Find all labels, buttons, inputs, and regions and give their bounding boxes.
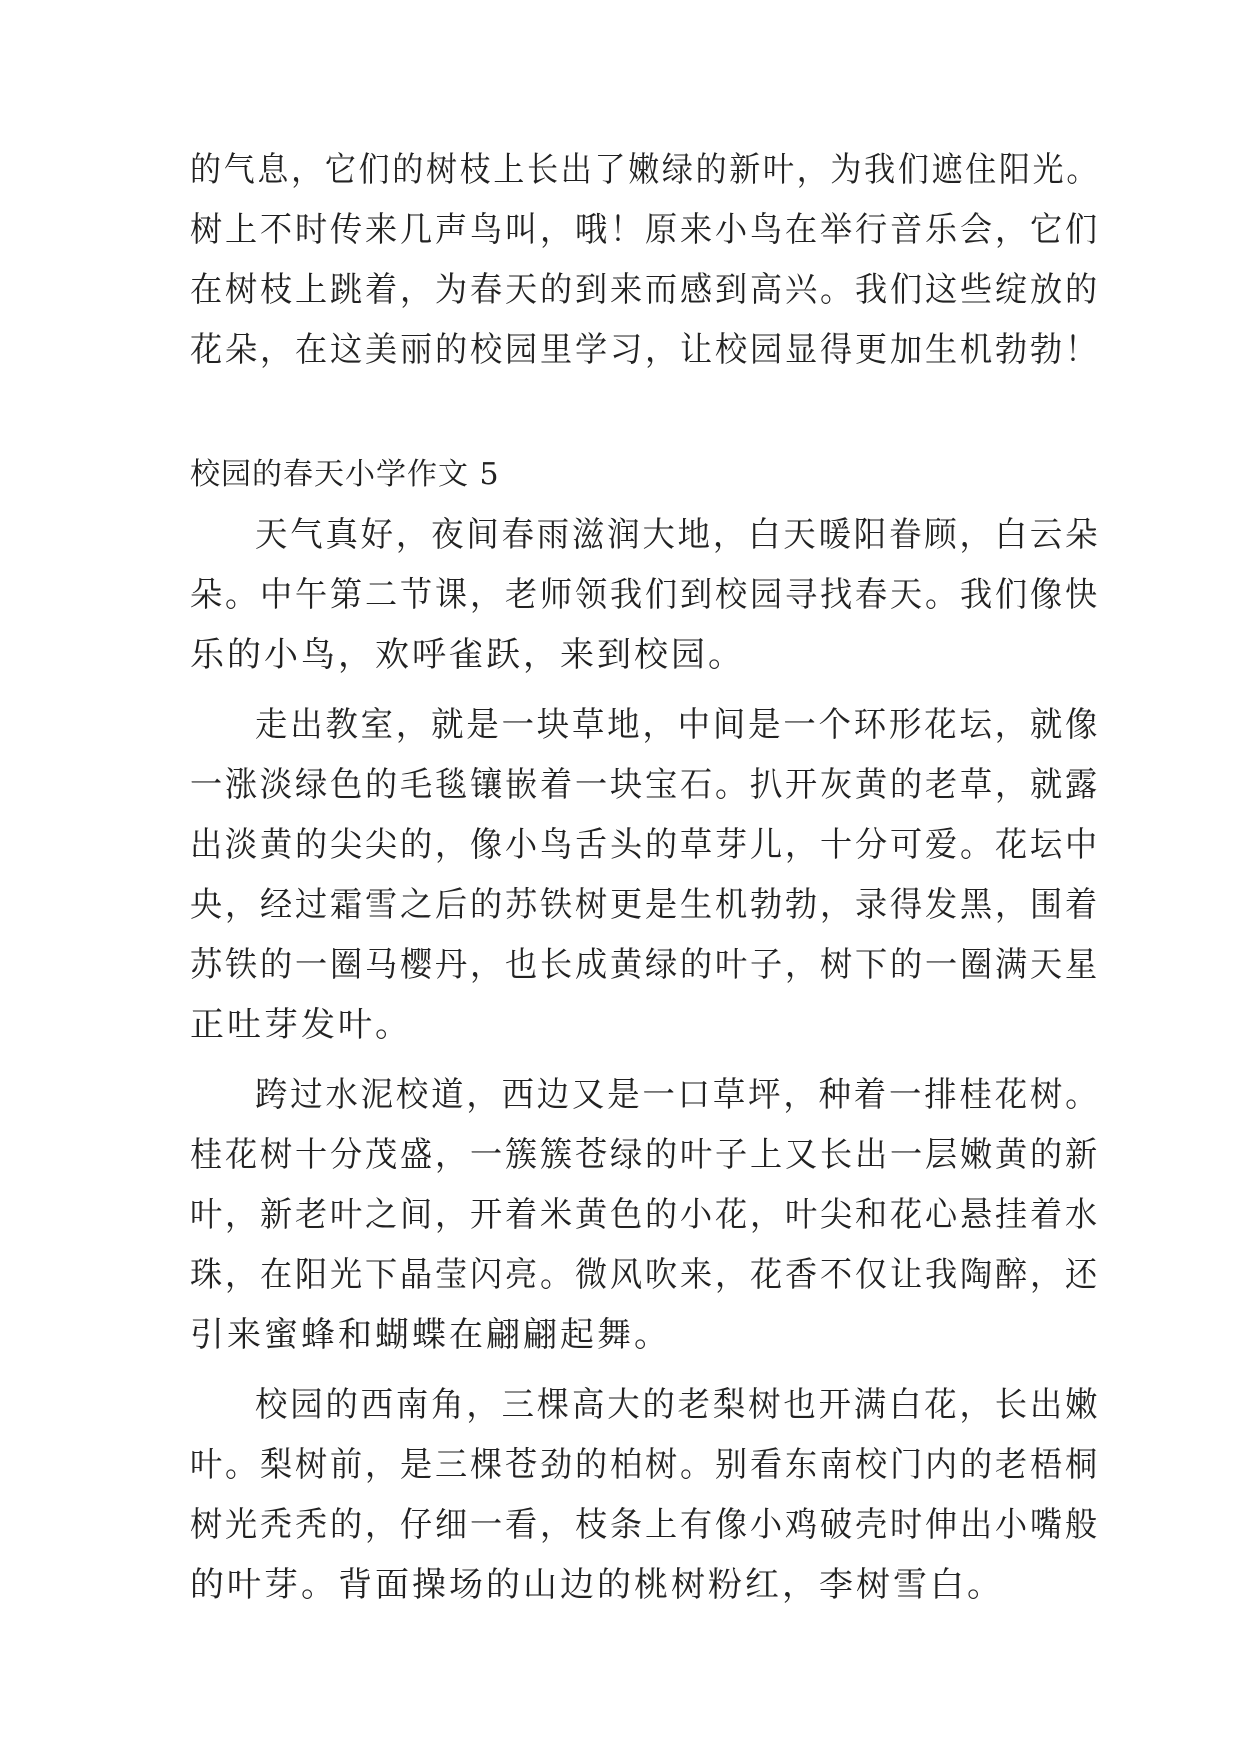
paragraph-line: 正吐芽发叶。 xyxy=(190,1005,412,1045)
paragraph-line: 叶。梨树前，是三棵苍劲的柏树。别看东南校门内的老梧桐 xyxy=(190,1445,1101,1485)
paragraph-line: 引来蜜蜂和蝴蝶在翩翩起舞。 xyxy=(190,1315,671,1355)
paragraph-line: 乐的小鸟，欢呼雀跃，来到校园。 xyxy=(190,635,745,675)
paragraph-line: 朵。中午第二节课，老师领我们到校园寻找春天。我们像快 xyxy=(190,575,1101,615)
paragraph-line: 跨过水泥校道，西边又是一口草坪，种着一排桂花树。 xyxy=(255,1075,1101,1115)
section-title: 校园的春天小学作文 5 xyxy=(190,457,500,492)
intro-line: 在树枝上跳着，为春天的到来而感到高兴。我们这些绽放的 xyxy=(190,270,1101,310)
paragraph-line: 走出教室，就是一块草地，中间是一个环形花坛，就像 xyxy=(255,705,1101,745)
intro-line: 树上不时传来几声鸟叫，哦！原来小鸟在举行音乐会，它们 xyxy=(190,210,1101,250)
paragraph-line: 出淡黄的尖尖的，像小鸟舌头的草芽儿，十分可爱。花坛中 xyxy=(190,825,1101,865)
paragraph-line: 天气真好，夜间春雨滋润大地，白天暖阳眷顾，白云朵 xyxy=(255,515,1101,555)
paragraph-line: 珠，在阳光下晶莹闪亮。微风吹来，花香不仅让我陶醉，还 xyxy=(190,1255,1101,1295)
paragraph-line: 叶，新老叶之间，开着米黄色的小花，叶尖和花心悬挂着水 xyxy=(190,1195,1101,1235)
paragraph-line: 的叶芽。背面操场的山边的桃树粉红，李树雪白。 xyxy=(190,1565,1004,1605)
intro-line: 的气息，它们的树枝上长出了嫩绿的新叶，为我们遮住阳光。 xyxy=(190,150,1101,190)
paragraph-line: 树光秃秃的，仔细一看，枝条上有像小鸡破壳时伸出小嘴般 xyxy=(190,1505,1101,1545)
paragraph-line: 一涨淡绿色的毛毯镶嵌着一块宝石。扒开灰黄的老草，就露 xyxy=(190,765,1101,805)
paragraph-line: 校园的西南角，三棵高大的老梨树也开满白花，长出嫩 xyxy=(255,1385,1101,1425)
paragraph-line: 桂花树十分茂盛，一簇簇苍绿的叶子上又长出一层嫩黄的新 xyxy=(190,1135,1101,1175)
intro-line: 花朵，在这美丽的校园里学习，让校园显得更加生机勃勃！ xyxy=(190,330,1101,370)
paragraph-line: 央，经过霜雪之后的苏铁树更是生机勃勃，录得发黑，围着 xyxy=(190,885,1101,925)
paragraph-line: 苏铁的一圈马樱丹，也长成黄绿的叶子，树下的一圈满天星 xyxy=(190,945,1101,985)
